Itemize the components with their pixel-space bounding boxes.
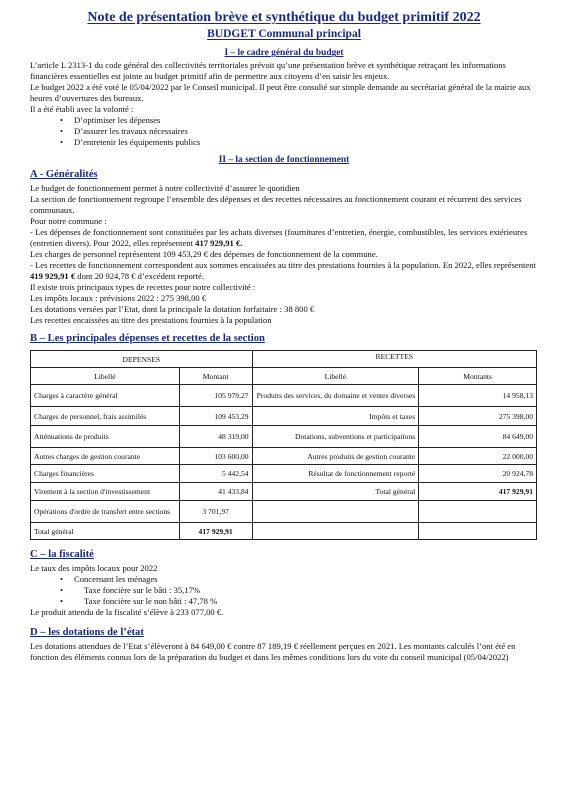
c-line-2: Le produit attendu de la fiscalité s’élève à 233 077,00 €. bbox=[30, 607, 224, 618]
rec-montant bbox=[419, 501, 537, 523]
a-line-7: Il existe trois principaux types de recettes pour notre collectivité : bbox=[30, 281, 256, 292]
a-line-5: Les charges de personnel représentent 109 453,29 € des dépenses de fonctionnement de la commune. bbox=[30, 248, 378, 259]
section-2-heading: II – la section de fonctionnement bbox=[218, 155, 350, 166]
list-item: • Taxe foncière sur le non bâti : 47,78 % bbox=[60, 596, 538, 607]
a-line-2: La section de fonctionnement regroupe l’ensemble des dépenses et des recettes nécessaires au fonctionnement courant et récurrent des services communaux. bbox=[30, 193, 522, 215]
col-libelle-recettes: Libellé bbox=[252, 368, 419, 385]
dep-montant: 105 979,27 bbox=[179, 385, 252, 407]
table-row bbox=[31, 465, 537, 483]
a-line-6-tail: dont 20 924,78 € d’excédent reporté. bbox=[75, 270, 204, 281]
c-line-1: Le taux des impôts locaux pour 2022 bbox=[30, 563, 158, 574]
document-page bbox=[30, 10, 538, 663]
dep-libelle: Autres charges de gestion courante bbox=[31, 448, 180, 465]
a-line-6-text: - Les recettes de fonctionnement correspondent aux sommes encaissées au titre des prestations fournies à la population. En 2022, elles représentent bbox=[30, 259, 536, 270]
subsection-a-heading: A - Généralités bbox=[30, 169, 98, 181]
s1-bullet-list bbox=[30, 115, 538, 148]
list-item: • Concernant les ménages bbox=[60, 574, 538, 585]
s1-paragraph-1: L’article L 2313-1 du code général des collectivités territoriales prévoit qu’une présentation brève et synthétique retraçant les informations financières essentielles est jointe au budget primitif afin de permettre aux citoyens d’en saisir les enjeux. bbox=[30, 60, 506, 82]
dep-montant: 3 701,97 bbox=[179, 501, 252, 523]
rec-libelle: Résultat de fonctionnement reporté bbox=[252, 465, 419, 483]
list-item: • Taxe foncière sur le bâti : 35,17% bbox=[60, 585, 538, 596]
table-row bbox=[31, 523, 537, 540]
a-line-9: Les dotations versées par l’Etat, dont la principale la dotation forfaitaire : 38 800 € bbox=[30, 303, 315, 314]
dep-montant: 48 319,00 bbox=[179, 426, 252, 448]
dep-libelle: Virement à la section d'investissement bbox=[31, 483, 180, 501]
rec-montant bbox=[419, 523, 537, 540]
rec-libelle: Dotations, subventions et participations bbox=[252, 426, 419, 448]
depenses-header: DEPENSES bbox=[31, 351, 253, 368]
subsection-c-heading: C – la fiscalité bbox=[30, 549, 94, 561]
a-line-4-amount: 417 929,91 €. bbox=[195, 237, 243, 248]
table-row bbox=[31, 483, 537, 501]
dep-montant: 5 442,54 bbox=[179, 465, 252, 483]
subsection-d-heading: D – les dotations de l’état bbox=[30, 627, 144, 639]
table-row bbox=[31, 385, 537, 407]
page-title: Note de présentation brève et synthétique du budget primitif 2022 bbox=[87, 10, 481, 25]
rec-libelle bbox=[252, 523, 419, 540]
c-bullet-list bbox=[30, 574, 538, 607]
rec-montant: 14 958,13 bbox=[419, 385, 537, 407]
dep-libelle: Opérations d'ordre de transfert entre sections bbox=[31, 501, 180, 523]
d-line-1: Les dotations attendues de l’Etat s’élèveront à 84 649,00 € contre 87 189,19 € réellement perçues en 2021. Les montants calculés l’ont été en fonction des éléments connus lors de la préparation du budget et dans les mêmes conditions lors du vote du conseil municipal (05/04/2022) bbox=[30, 640, 516, 662]
table-row bbox=[31, 501, 537, 523]
dep-libelle: Charges financières bbox=[31, 465, 180, 483]
list-item: • D’optimiser les dépenses bbox=[60, 115, 538, 126]
dep-libelle: Charges à caractère général bbox=[31, 385, 180, 407]
col-libelle: Libellé bbox=[31, 368, 180, 385]
s1-paragraph-3: Il a été établi avec la volonté : bbox=[30, 104, 134, 115]
a-line-6 bbox=[30, 260, 538, 282]
recettes-header: RECETTES bbox=[252, 351, 536, 368]
dep-libelle: Atténuations de produits bbox=[31, 426, 180, 448]
dep-libelle: Charges de personnel, frais assimilés bbox=[31, 407, 180, 426]
a-line-4 bbox=[30, 227, 538, 249]
rec-libelle: Autres produits de gestion courante bbox=[252, 448, 419, 465]
subsection-b-heading: B – Les principales dépenses et recettes de la section bbox=[30, 332, 265, 344]
a-line-8: Les impôts locaux : prévisions 2022 : 275 398,00 € bbox=[30, 292, 207, 303]
rec-libelle bbox=[252, 501, 419, 523]
rec-montant: 20 924,78 bbox=[419, 465, 537, 483]
a-line-10: Les recettes encaissées au titre des prestations fournies à la population bbox=[30, 314, 272, 325]
rec-montant: 22 000,00 bbox=[419, 448, 537, 465]
a-line-1: Le budget de fonctionnement permet à notre collectivité d’assurer le quotidien bbox=[30, 182, 300, 193]
col-montant: Montant bbox=[179, 368, 252, 385]
rec-total-label: Total général bbox=[252, 483, 419, 501]
col-montants-recettes: Montants bbox=[419, 368, 537, 385]
s1-paragraph-2: Le budget 2022 a été voté le 05/04/2022 par le Conseil municipal. Il peut être consulté sur simple demande au secrétariat général de la mairie aux heures d’ouvertures des bureaux. bbox=[30, 82, 531, 104]
rec-montant: 84 649,00 bbox=[419, 426, 537, 448]
dep-montant: 109 453,29 bbox=[179, 407, 252, 426]
dep-total-label: Total général bbox=[31, 523, 180, 540]
list-item: • D’assurer les travaux nécessaires bbox=[60, 126, 538, 137]
rec-total-amount: 417 929,91 bbox=[419, 483, 537, 501]
table-row bbox=[31, 448, 537, 465]
table-row bbox=[31, 426, 537, 448]
list-item: • D’entretenir les équipements publics bbox=[60, 137, 538, 148]
dep-total-amount: 417 929,91 bbox=[179, 523, 252, 540]
page-subtitle: BUDGET Communal principal bbox=[207, 28, 361, 41]
table-column-header bbox=[31, 368, 537, 385]
a-line-4-text: - Les dépenses de fonctionnement sont constituées par les achats diverses (fournitures d’entretien, énergie, combustibles, les services extérieures (entretien divers). Pour 2022, elles représentent bbox=[30, 226, 528, 248]
rec-libelle: Impôts et taxes bbox=[252, 407, 419, 426]
dep-montant: 103 600,00 bbox=[179, 448, 252, 465]
rec-libelle: Produits des services, du domaine et ventes diverses bbox=[252, 385, 419, 407]
a-line-6-amount: 419 929,91 € bbox=[30, 270, 76, 281]
table-group-header bbox=[31, 351, 537, 368]
table-row bbox=[31, 407, 537, 426]
budget-table bbox=[30, 350, 537, 540]
section-1-heading: I – le cadre général du budget bbox=[224, 48, 344, 59]
dep-montant: 41 433,84 bbox=[179, 483, 252, 501]
a-line-3: Pour notre commune : bbox=[30, 215, 107, 226]
rec-montant: 275 398,00 bbox=[419, 407, 537, 426]
